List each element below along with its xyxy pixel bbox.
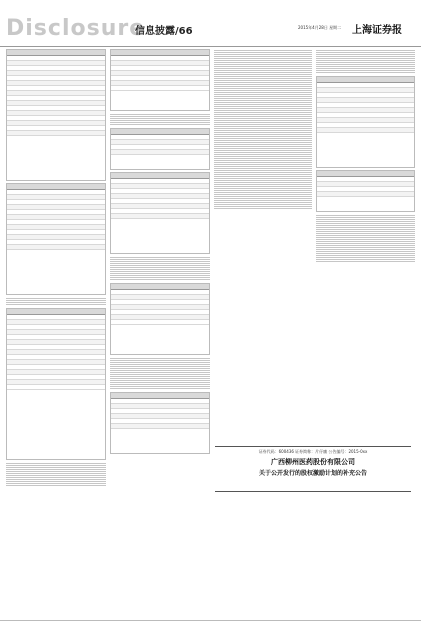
section-title: 信息披露/66 <box>135 26 193 37</box>
notice-code: 证券代码：600436 证券简称：片仔癀 公告编号：2015-0xx <box>258 449 368 454</box>
notice-title: 关于公开发行的股权激励计划的补充公告 <box>258 470 367 477</box>
financial-table <box>110 172 210 254</box>
column-3 <box>214 47 312 622</box>
financial-table <box>316 76 415 168</box>
newspaper-logo: 上海证券报 <box>352 25 402 36</box>
text-block <box>316 50 415 73</box>
financial-table <box>316 170 415 212</box>
masthead <box>0 0 421 47</box>
financial-table <box>110 49 210 111</box>
brand-wordmark: Disclosure <box>6 16 146 41</box>
issue-date: 2015年4月28日 星期二 <box>298 25 342 30</box>
notice-company: 广西柳州医药股份有限公司 <box>271 458 355 466</box>
financial-table <box>6 183 106 295</box>
text-block <box>316 215 415 262</box>
column-4 <box>316 47 415 622</box>
financial-table <box>110 283 210 355</box>
text-block <box>214 50 312 209</box>
financial-table <box>6 308 106 460</box>
announcement-title-box <box>215 446 411 492</box>
text-block <box>110 358 210 389</box>
text-block <box>110 114 210 125</box>
text-block <box>110 257 210 280</box>
footer-rule <box>0 620 421 621</box>
financial-table <box>6 49 106 181</box>
page-body <box>6 47 415 622</box>
financial-table <box>110 128 210 170</box>
text-block <box>6 463 106 486</box>
column-2 <box>110 47 210 622</box>
column-1 <box>6 47 106 622</box>
text-block <box>6 298 106 305</box>
financial-table <box>110 392 210 454</box>
